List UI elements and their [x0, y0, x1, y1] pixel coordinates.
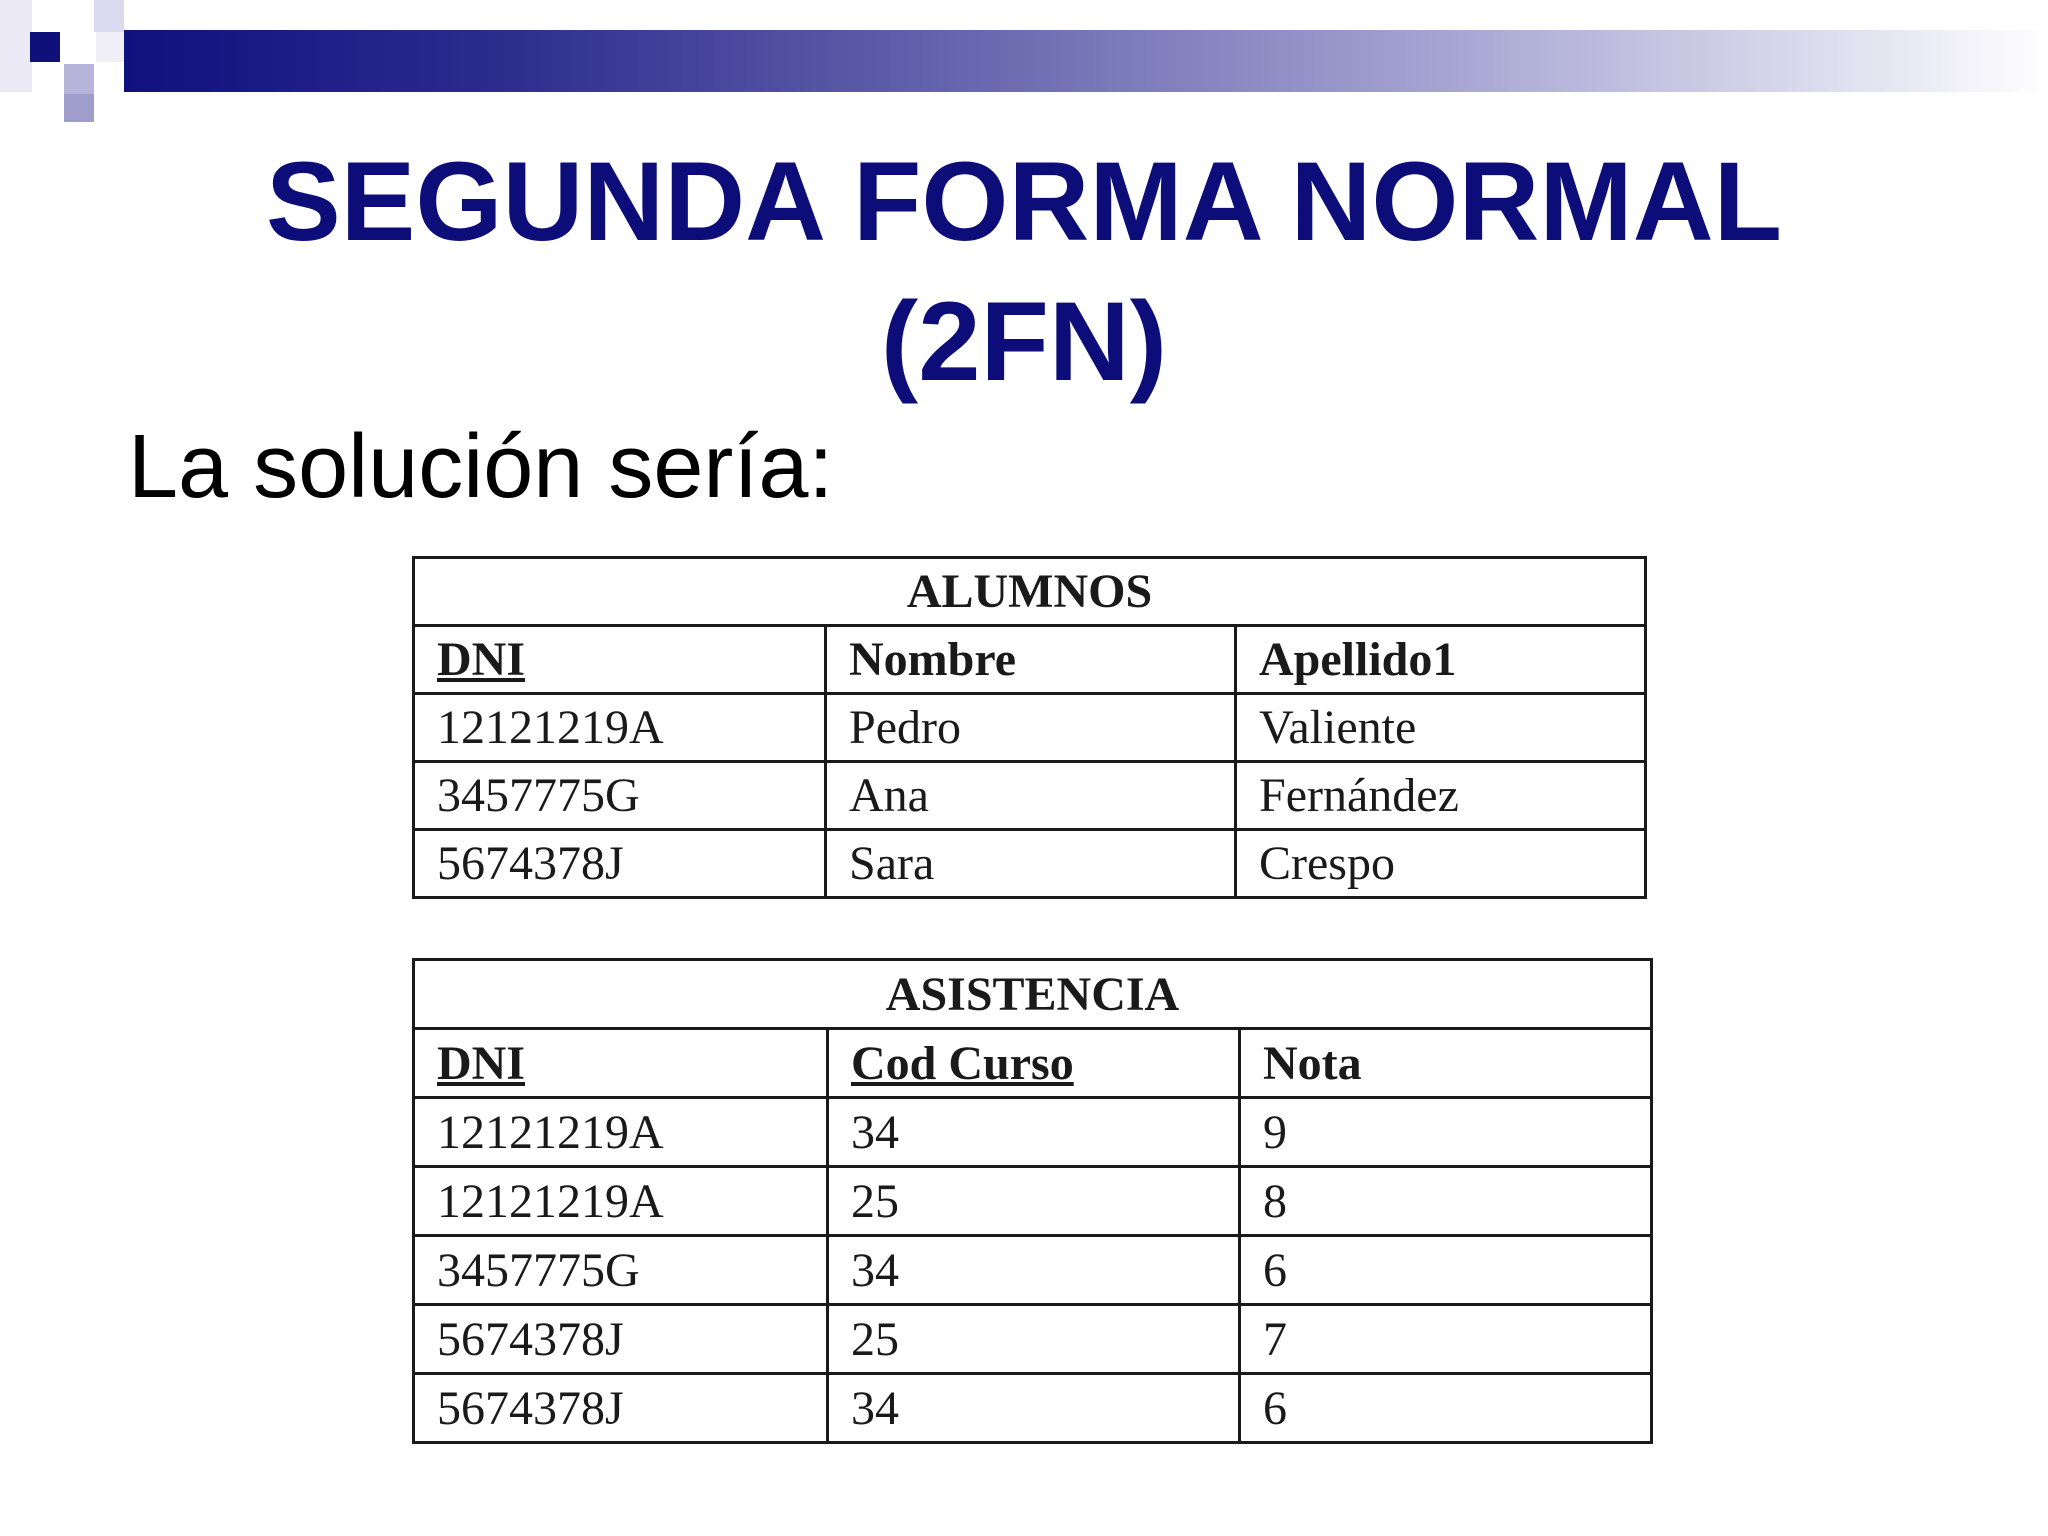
table-name: ALUMNOS — [414, 558, 1646, 626]
table-header-row — [414, 1029, 1652, 1098]
cell-cod-curso: 25 — [828, 1305, 1240, 1374]
column-header-apellido1: Apellido1 — [1236, 626, 1646, 694]
decorative-square — [0, 0, 32, 92]
decorative-square — [30, 32, 60, 62]
column-header-cod-curso: Cod Curso — [828, 1029, 1240, 1098]
table-name: ASISTENCIA — [414, 960, 1652, 1029]
cell-cod-curso: 34 — [828, 1098, 1240, 1167]
table-row — [414, 1236, 1652, 1305]
cell-dni: 3457775G — [414, 1236, 828, 1305]
cell-nota: 7 — [1240, 1305, 1652, 1374]
table-name-row — [414, 960, 1652, 1029]
cell-dni: 12121219A — [414, 1167, 828, 1236]
table-row — [414, 1305, 1652, 1374]
decorative-square — [64, 64, 94, 94]
title-line-2: (2FN) — [880, 279, 1168, 404]
table-asistencia — [412, 958, 1653, 1444]
cell-dni: 3457775G — [414, 762, 826, 830]
slide-subtitle: La solución sería: — [128, 417, 834, 517]
cell-dni: 5674378J — [414, 1305, 828, 1374]
column-header-dni: DNI — [414, 626, 826, 694]
cell-nota: 6 — [1240, 1236, 1652, 1305]
cell-dni: 5674378J — [414, 1374, 828, 1443]
header-gradient-band — [124, 30, 2048, 92]
table-row — [414, 1167, 1652, 1236]
table-row — [414, 694, 1646, 762]
cell-nota: 8 — [1240, 1167, 1652, 1236]
cell-cod-curso: 25 — [828, 1167, 1240, 1236]
cell-dni: 12121219A — [414, 694, 826, 762]
table-row — [414, 762, 1646, 830]
table-row — [414, 1374, 1652, 1443]
cell-dni: 5674378J — [414, 830, 826, 898]
column-header-nota: Nota — [1240, 1029, 1652, 1098]
cell-cod-curso: 34 — [828, 1236, 1240, 1305]
table-alumnos — [412, 556, 1647, 899]
title-line-1: SEGUNDA FORMA NORMAL — [265, 139, 1783, 264]
table-header-row — [414, 626, 1646, 694]
cell-nota: 9 — [1240, 1098, 1652, 1167]
slide-title — [0, 132, 2048, 412]
column-header-nombre: Nombre — [826, 626, 1236, 694]
cell-apellido1: Valiente — [1236, 694, 1646, 762]
cell-nombre: Sara — [826, 830, 1236, 898]
cell-nombre: Ana — [826, 762, 1236, 830]
table-row — [414, 830, 1646, 898]
cell-cod-curso: 34 — [828, 1374, 1240, 1443]
table-name-row — [414, 558, 1646, 626]
table-row — [414, 1098, 1652, 1167]
decorative-square — [64, 94, 94, 122]
cell-nota: 6 — [1240, 1374, 1652, 1443]
cell-dni: 12121219A — [414, 1098, 828, 1167]
cell-apellido1: Fernández — [1236, 762, 1646, 830]
cell-apellido1: Crespo — [1236, 830, 1646, 898]
column-header-dni: DNI — [414, 1029, 828, 1098]
cell-nombre: Pedro — [826, 694, 1236, 762]
decorative-square — [96, 32, 126, 62]
decorative-square — [94, 0, 124, 32]
